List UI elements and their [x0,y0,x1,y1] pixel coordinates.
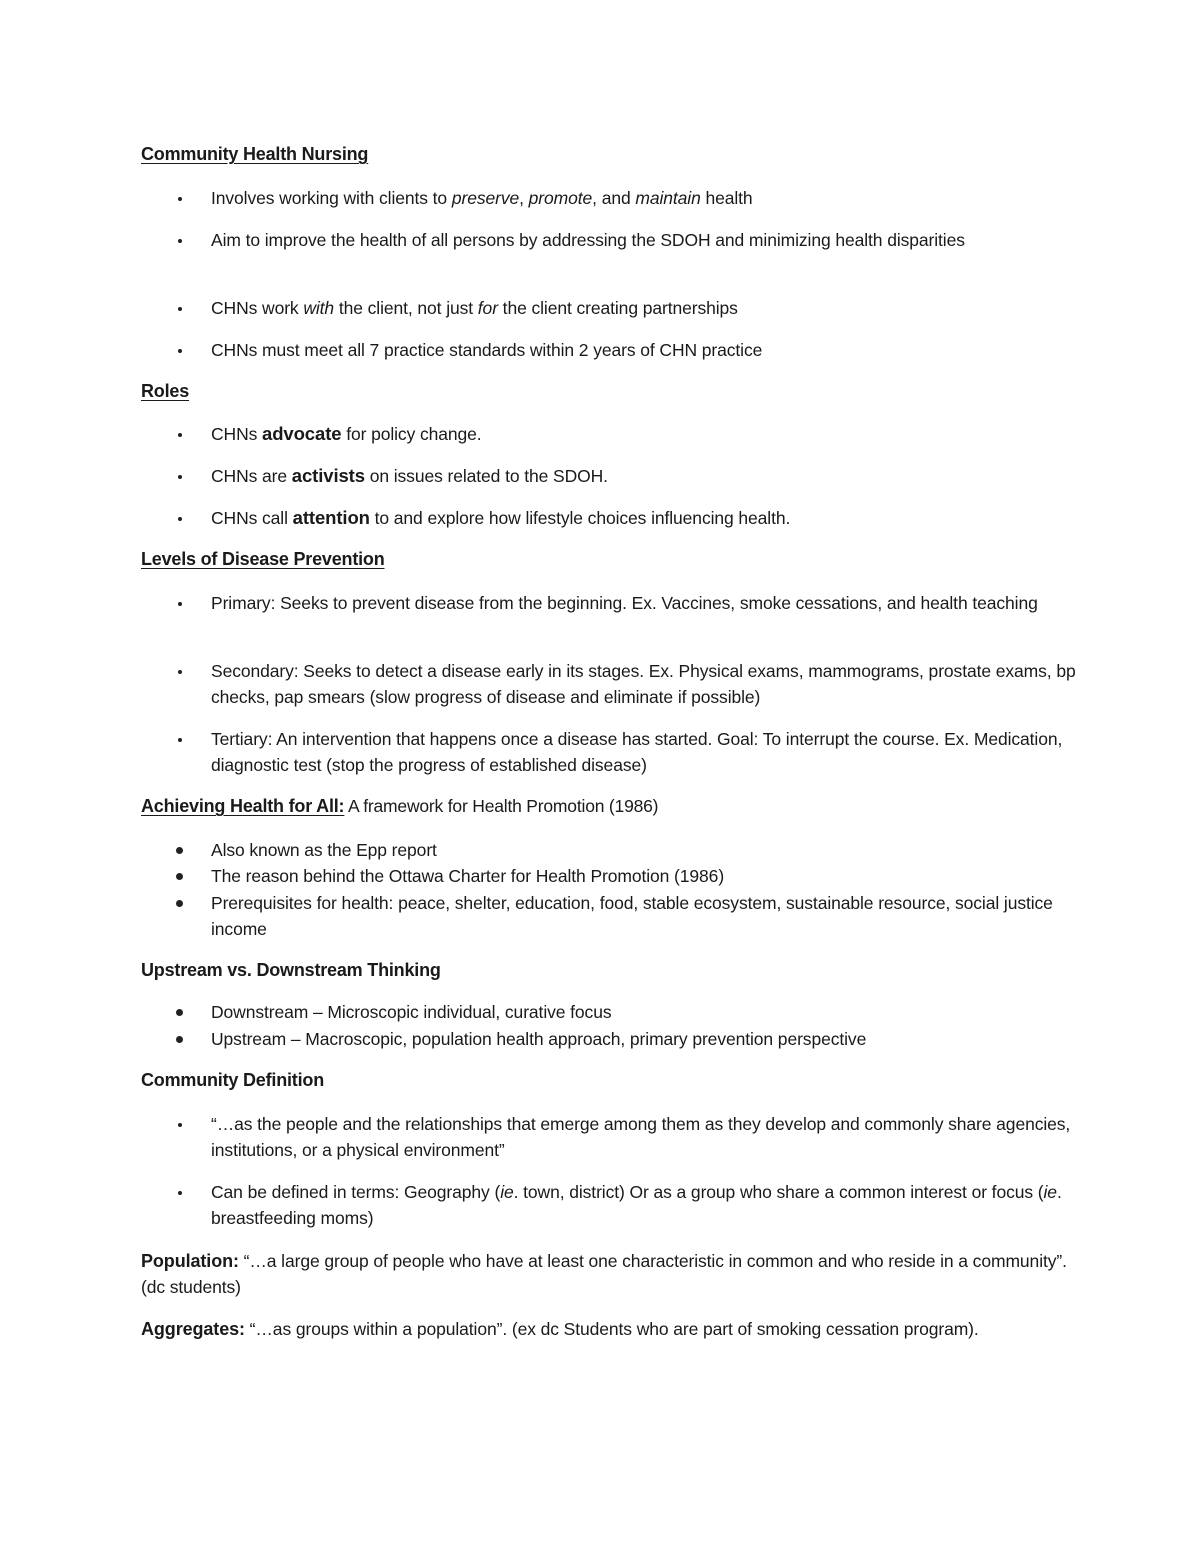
bullet-icon [178,738,182,742]
bullet-icon [178,239,182,243]
text: CHNs must meet all 7 practice standards within 2 years of CHN practice [211,340,763,360]
paragraph-population [141,1248,1071,1300]
text: Downstream – Microscopic individual, curative focus [211,1002,612,1022]
text: “…as groups within a population”. (ex dc Students who are part of smoking cessation program). [244,1319,979,1339]
heading-levels-of-disease-prevention: Levels of Disease Prevention [141,549,385,569]
list-item [211,1179,1081,1231]
text: for policy change. [341,424,482,444]
bullet-icon [176,1036,183,1043]
list-item [211,1111,1081,1163]
term-label: Aggregates: [141,1319,245,1339]
paragraph-aggregates [141,1316,1071,1342]
text-bold: advocate [262,423,342,444]
bullet-icon [176,847,183,854]
heading-roles: Roles [141,381,190,401]
bullet-icon [178,602,182,606]
text: Upstream – Macroscopic, population health approach, primary prevention perspective [211,1029,867,1049]
bullet-icon [178,197,182,201]
heading-community-health-nursing: Community Health Nursing [141,144,369,164]
bullet-icon [176,1009,183,1016]
list-item [211,505,1081,531]
text: . town, district) Or as a group who share a common interest or focus ( [513,1182,1044,1202]
text: CHNs [211,424,263,444]
list-item [211,337,1081,363]
text: Aim to improve the health of all persons by addressing the SDOH and minimizing health disparities [211,230,965,250]
bullet-icon [178,670,182,674]
text: to and explore how lifestyle choices influencing health. [369,508,791,528]
bullet-icon [178,475,182,479]
text-italic: preserve [451,188,520,208]
text: Also known as the Epp report [211,840,437,860]
list-item [211,837,1081,863]
text: Involves working with clients to [211,188,452,208]
bullet-icon [178,1191,182,1195]
heading-text: Achieving Health for All: [141,796,345,816]
list-item [211,1026,1081,1052]
heading-subtitle: A framework for Health Promotion (1986) [344,796,659,816]
text-bold: attention [292,507,370,528]
text-bold: activists [291,465,365,486]
heading-community-definition: Community Definition [141,1070,324,1090]
text: on issues related to the SDOH. [364,466,608,486]
text-italic: maintain [635,188,701,208]
text-italic: promote [528,188,593,208]
text-italic: with [303,298,335,318]
text: “…as the people and the relationships that emerge among them as they develop and commonly share agencies, institutions, or a physical environment” [211,1114,1071,1160]
list-item [211,890,1081,942]
bullet-icon [178,349,182,353]
text: Can be defined in terms: Geography ( [211,1182,501,1202]
list-item [211,463,1081,489]
bullet-icon [176,900,183,907]
heading-achieving-health-for-all [141,796,658,817]
bullet-icon [178,307,182,311]
bullet-icon [178,433,182,437]
text: Primary: Seeks to prevent disease from the beginning. Ex. Vaccines, smoke cessations, and health teaching [211,593,1038,613]
text-italic: for [477,298,498,318]
list-item [211,999,1081,1025]
heading-upstream-vs-downstream: Upstream vs. Downstream Thinking [141,960,441,980]
text: The reason behind the Ottawa Charter for Health Promotion (1986) [211,866,725,886]
bullet-icon [176,873,183,880]
text: Prerequisites for health: peace, shelter, education, food, stable ecosystem, sustainable resource, social justice income [211,893,1053,939]
text: health [700,188,753,208]
text: CHNs work [211,298,304,318]
term-label: Population: [141,1251,239,1271]
text-italic: ie [500,1182,514,1202]
text: the client creating partnerships [497,298,738,318]
list-item [211,590,1081,616]
text: Secondary: Seeks to detect a disease early in its stages. Ex. Physical exams, mammograms, prostate exams, bp checks, pap smears (slow progress of disease and eliminate if possible) [211,661,1076,707]
text: , [519,188,529,208]
list-item [211,421,1081,447]
bullet-icon [178,1123,182,1127]
text: CHNs call [211,508,293,528]
text-italic: ie [1043,1182,1057,1202]
list-item [211,863,1081,889]
text: , and [592,188,636,208]
text: Tertiary: An intervention that happens once a disease has started. Goal: To interrupt the course. Ex. Medication, diagnostic test (stop the progress of established disease) [211,729,1063,775]
list-item [211,185,1081,211]
list-item [211,658,1081,710]
text: the client, not just [334,298,478,318]
bullet-icon [178,517,182,521]
text: CHNs are [211,466,292,486]
list-item [211,227,1081,253]
text: “…a large group of people who have at least one characteristic in common and who reside in a community”. (dc students) [141,1251,1067,1297]
list-item [211,726,1081,778]
list-item [211,295,1081,321]
text: . breastfeeding moms) [211,1182,1062,1228]
